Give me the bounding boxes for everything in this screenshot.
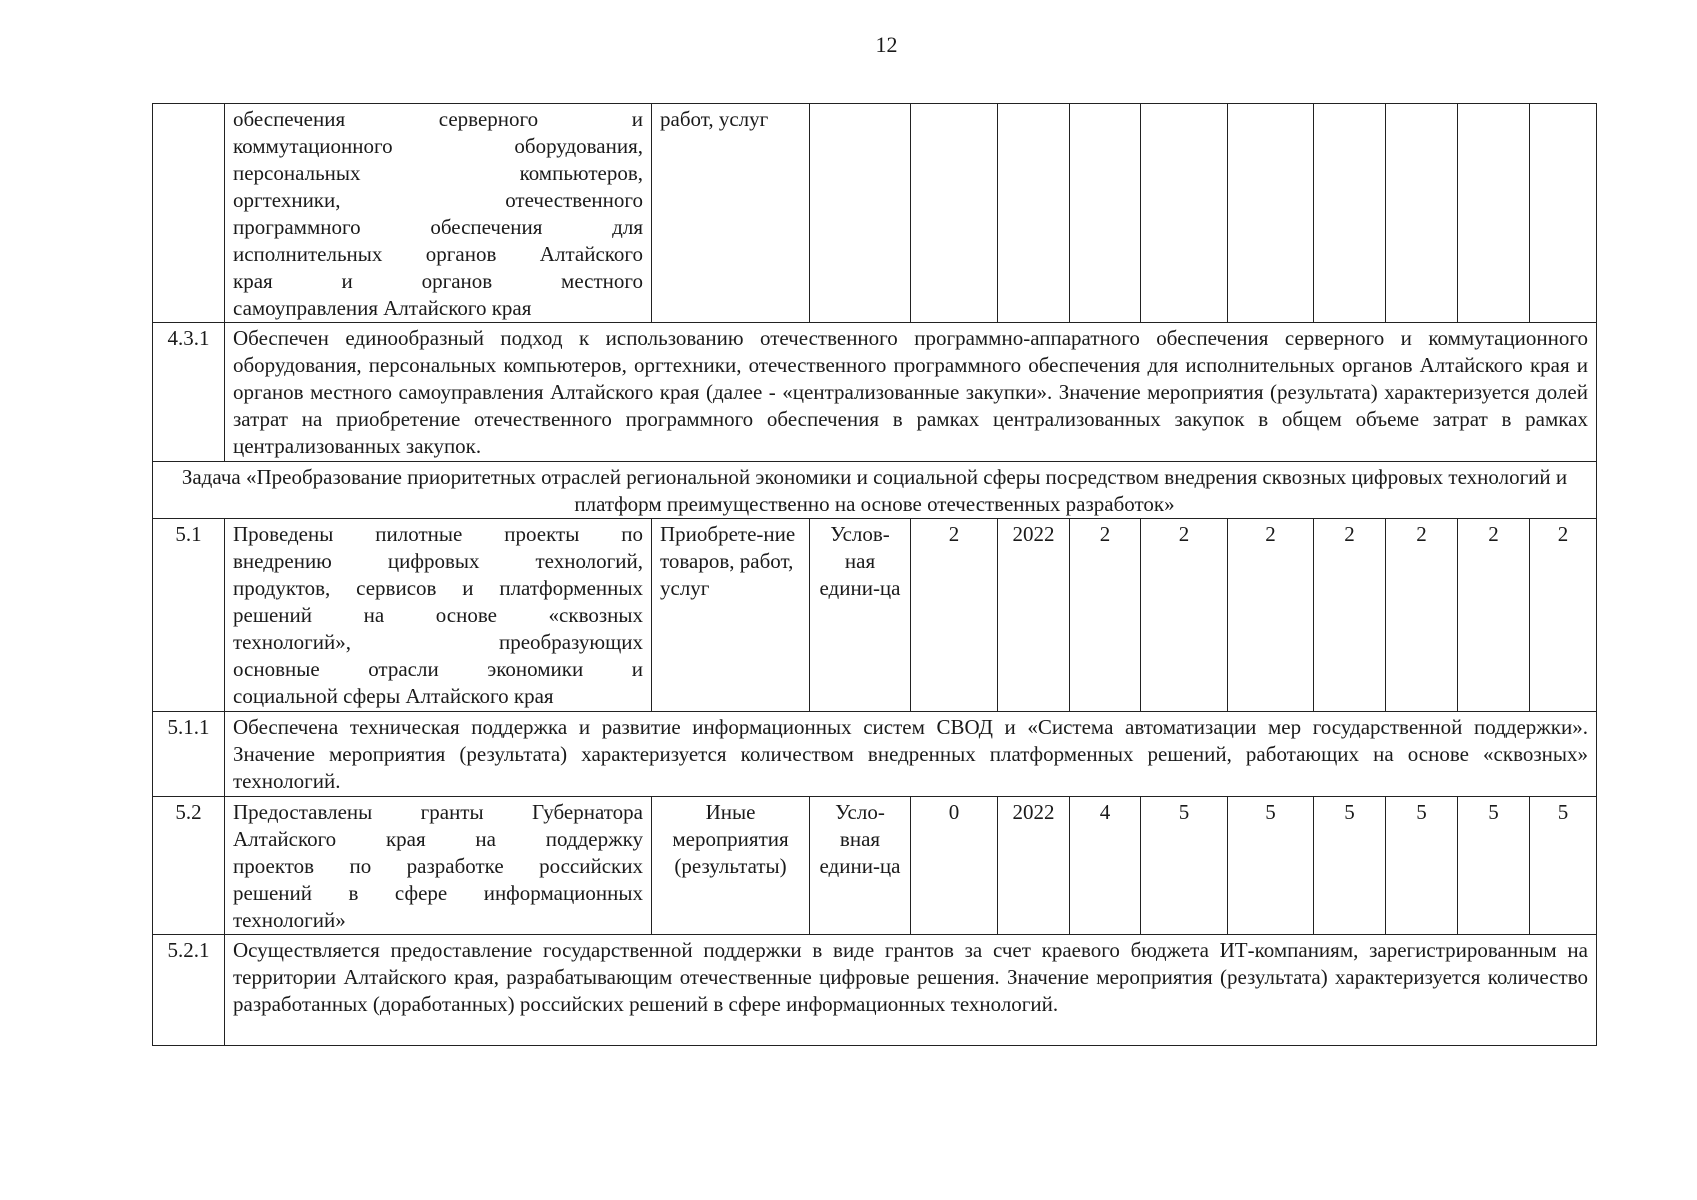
value-cell: 5 [1228,797,1314,935]
unit-cell: Усло-вная едини-ца [810,797,911,935]
name-line: продуктов, сервисов и платформенных [233,576,643,600]
base-year-cell: 2022 [998,797,1070,935]
table-row [153,323,1597,462]
result-name-cell [225,104,652,323]
value-cell: 5 [1314,797,1386,935]
result-description: Обеспечена техническая поддержка и развитие информационных систем СВОД и «Система автоматизации мер государственной поддержки». Значение мероприятия (результата) характеризуется количеством внедренных платформенных решений, работающих на основе «сквозных» технологий. [225,712,1597,797]
name-line: Предоставлены гранты Губернатора [233,800,643,824]
value-cell [1070,104,1141,323]
value-cell: 2 [1228,519,1314,712]
task-heading: Задача «Преобразование приоритетных отраслей региональной экономики и социальной сферы посредством внедрения сквозных цифровых технологий и платформ преимущественно на основе отечественных разработок» [153,462,1597,519]
name-line: программного обеспечения для [233,215,643,239]
name-line: внедрению цифровых технологий, [233,549,643,573]
value-cell: 5 [1530,797,1597,935]
name-line: технологий», преобразующих [233,630,643,654]
value-cell [1458,104,1530,323]
name-line: оргтехники, отечественного [233,188,643,212]
row-number-cell: 4.3.1 [153,323,225,462]
name-line: коммутационного оборудования, [233,134,643,158]
name-line: технологий» [233,908,346,932]
name-line: края и органов местного [233,269,643,293]
table-row [153,935,1597,1046]
value-cell: 4 [1070,797,1141,935]
row-number-cell: 5.2.1 [153,935,225,1046]
value-cell: 2 [1141,519,1228,712]
name-line: Проведены пилотные проекты по [233,522,643,546]
base-year-cell [998,104,1070,323]
base-value-cell: 2 [911,519,998,712]
value-cell [1386,104,1458,323]
name-line: социальной сферы Алтайского края [233,684,554,708]
base-year-cell: 2022 [998,519,1070,712]
base-value-cell: 0 [911,797,998,935]
value-cell: 2 [1314,519,1386,712]
value-cell [1141,104,1228,323]
table-row [153,712,1597,797]
name-line: исполнительных органов Алтайского [233,242,643,266]
result-name-cell [225,519,652,712]
value-cell: 2 [1386,519,1458,712]
row-number-cell: 5.2 [153,797,225,935]
name-line: самоуправления Алтайского края [233,296,532,320]
name-line: решений на основе «сквозных [233,603,643,627]
value-cell: 5 [1458,797,1530,935]
row-number-cell [153,104,225,323]
name-line: основные отрасли экономики и [233,657,643,681]
task-row [153,462,1597,519]
name-line: проектов по разработке российских [233,854,643,878]
result-description: Обеспечен единообразный подход к использованию отечественного программно-аппаратного обеспечения серверного и коммутационного оборудования, персональных компьютеров, оргтехники, отечественного программного обеспечения для исполнительных органов Алтайского края и органов местного самоуправления Алтайского края (далее - «централизованные закупки». Значение мероприятия (результата) характеризуется долей затрат на приобретение отечественного программного обеспечения в рамках централизованных закупок в общем объеме затрат в рамках централизованных закупок. [225,323,1597,462]
value-cell [1314,104,1386,323]
unit-cell [810,104,911,323]
table-row [153,797,1597,935]
unit-cell: Услов-ная едини-ца [810,519,911,712]
value-cell: 2 [1458,519,1530,712]
result-type-cell: Иные мероприятия (результаты) [652,797,810,935]
value-cell: 2 [1070,519,1141,712]
row-number-cell: 5.1.1 [153,712,225,797]
name-line: обеспечения серверного и [233,107,643,131]
result-type-cell: Приобрете-ние товаров, работ, услуг [652,519,810,712]
value-cell: 5 [1386,797,1458,935]
name-line: персональных компьютеров, [233,161,643,185]
table-row [153,519,1597,712]
result-name-cell [225,797,652,935]
value-cell [1228,104,1314,323]
table-row [153,104,1597,323]
result-description: Осуществляется предоставление государственной поддержки в виде грантов за счет краевого бюджета ИТ-компаниям, зарегистрированным на территории Алтайского края, разрабатывающим отечественные цифровые решения. Значение мероприятия (результата) характеризуется количество разработанных (доработанных) российских решений в сфере информационных технологий. [225,935,1597,1046]
value-cell [1530,104,1597,323]
results-table [152,103,1597,1046]
name-line: решений в сфере информационных [233,881,643,905]
name-line: Алтайского края на поддержку [233,827,643,851]
value-cell: 5 [1141,797,1228,935]
row-number-cell: 5.1 [153,519,225,712]
base-value-cell [911,104,998,323]
value-cell: 2 [1530,519,1597,712]
result-type-cell: работ, услуг [652,104,810,323]
page-number: 12 [875,32,898,57]
